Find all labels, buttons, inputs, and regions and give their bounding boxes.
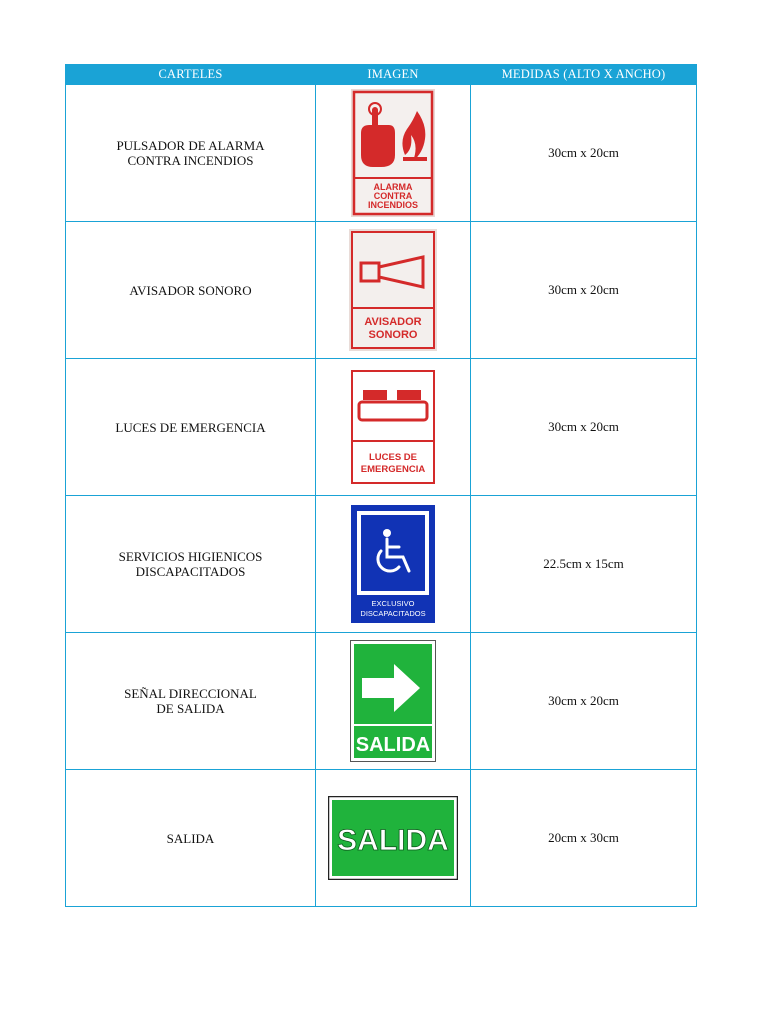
- sign-image-cell: [316, 222, 471, 359]
- sign-image-cell: [316, 496, 471, 633]
- table-row: [66, 770, 697, 907]
- table-row: [66, 633, 697, 770]
- sign-text: AVISADOR: [364, 316, 422, 328]
- sign-size: 30cm x 20cm: [471, 633, 697, 770]
- emergency-lights-sign-image: [349, 368, 437, 486]
- header-carteles: CARTELES: [66, 65, 316, 85]
- accessible-restroom-sign-image: [351, 505, 435, 623]
- sign-text: SALIDA: [337, 824, 449, 857]
- sign-name: SEÑAL DIRECCIONAL DE SALIDA: [66, 633, 316, 770]
- table-header-row: [66, 65, 697, 85]
- table-row: [66, 496, 697, 633]
- sign-text: CONTRA: [373, 191, 413, 201]
- sign-name: AVISADOR SONORO: [66, 222, 316, 359]
- sign-image-cell: [316, 85, 471, 222]
- sign-text: INCENDIOS: [367, 200, 419, 210]
- sign-text: LUCES DE: [368, 452, 418, 463]
- signs-table: [65, 64, 697, 907]
- table-row: [66, 359, 697, 496]
- sign-image-cell: [316, 633, 471, 770]
- sign-size: 30cm x 20cm: [471, 222, 697, 359]
- header-imagen: IMAGEN: [316, 65, 471, 85]
- fire-alarm-sign-image: [351, 89, 435, 217]
- sign-name: PULSADOR DE ALARMA CONTRA INCENDIOS: [66, 85, 316, 222]
- sounder-sign-image: [349, 229, 437, 351]
- table-row: [66, 222, 697, 359]
- exit-direction-sign-image: [350, 640, 436, 762]
- sign-name: SERVICIOS HIGIENICOS DISCAPACITADOS: [66, 496, 316, 633]
- sign-name: LUCES DE EMERGENCIA: [66, 359, 316, 496]
- table-row: [66, 85, 697, 222]
- sign-text: DISCAPACITADOS: [360, 609, 426, 618]
- sign-image-cell: [316, 359, 471, 496]
- sign-size: 22.5cm x 15cm: [471, 496, 697, 633]
- sign-size: 30cm x 20cm: [471, 85, 697, 222]
- sign-text: EXCLUSIVO: [371, 599, 415, 608]
- header-medidas: MEDIDAS (ALTO X ANCHO): [471, 65, 697, 85]
- sign-text: EMERGENCIA: [360, 464, 426, 475]
- sign-text: SONORO: [368, 329, 418, 341]
- sign-size: 20cm x 30cm: [471, 770, 697, 907]
- sign-text: ALARMA: [373, 182, 413, 192]
- sign-text: SALIDA: [355, 734, 431, 756]
- sign-image-cell: [316, 770, 471, 907]
- sign-size: 30cm x 20cm: [471, 359, 697, 496]
- exit-sign-image: [328, 796, 458, 880]
- sign-name: SALIDA: [66, 770, 316, 907]
